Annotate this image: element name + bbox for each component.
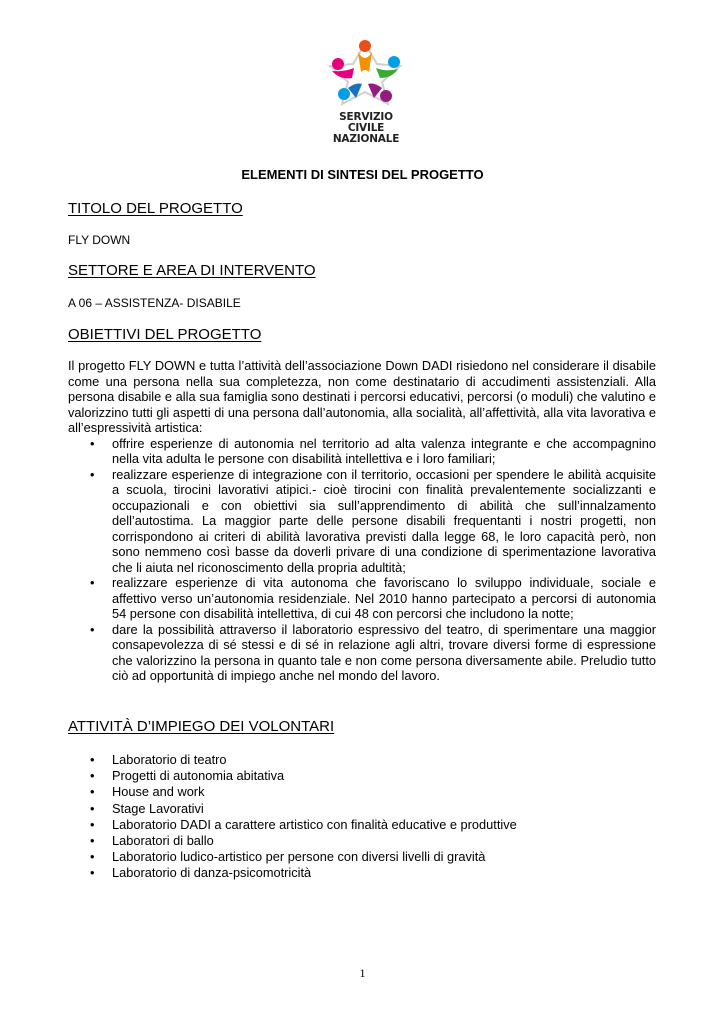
heading-settore: SETTORE E AREA DI INTERVENTO [68, 262, 316, 279]
list-item: • Stage Lavorativi [68, 801, 656, 817]
obiettivi-list [68, 436, 656, 684]
list-item: • Laboratorio di danza-psicomotricità [68, 865, 656, 881]
obiettivi-intro: Il progetto FLY DOWN e tutta l’attività dell’associazione Down DADI risiedono nel considerare il disabile come una persona nella sua completezza, non come destinatario di accudimenti assistenziali. Alla persona disabile e alla sua famiglia sono destinati i percorsi educativi, percorsi (o moduli) che valutino e valorizzino tutti gli aspetti di una persona dall’autonomia, alla socialità, all’affettività, alla vita lavorativa e all’espressività artistica: [68, 358, 656, 435]
list-item: • House and work [68, 784, 656, 800]
heading-obiettivi: OBIETTIVI DEL PROGETTO [68, 326, 262, 343]
logo-text-line2: NAZIONALE [332, 133, 400, 145]
obiettivi-body [68, 358, 656, 684]
page-number: 1 [359, 966, 366, 980]
list-item: • Progetti di autonomia abitativa [68, 768, 656, 784]
servizio-civile-star-logo-icon [322, 38, 408, 108]
list-item: • Laboratorio di teatro [68, 752, 656, 768]
attivita-list [68, 752, 656, 882]
logo [320, 38, 412, 145]
document-title: ELEMENTI DI SINTESI DEL PROGETTO [241, 167, 484, 182]
logo-text-line1: SERVIZIO CIVILE [339, 111, 393, 134]
list-item: • Laboratori di ballo [68, 833, 656, 849]
heading-attivita: ATTIVITÀ D’IMPIEGO DEI VOLONTARI [68, 718, 335, 735]
list-item: • realizzare esperienze di vita autonoma che favoriscano lo sviluppo individuale, sociale e affettivo verso un’autonomia residenziale. Nel 2010 hanno partecipato a percorsi di autonomia 54 persone con disabilità intellettiva, di cui 48 con percorsi che includono la notte; [68, 575, 656, 622]
list-item: • Laboratorio DADI a carattere artistico con finalità educative e produttive [68, 817, 656, 833]
list-item: • Laboratorio ludico-artistico per persone con diversi livelli di gravità [68, 849, 656, 865]
list-item: • realizzare esperienze di integrazione con il territorio, occasioni per spendere le abilità acquisite a scuola, tirocini lavorativi atipici.- cioè tirocini con finalità prevalentemente socializzanti e occupazionali e con obiettivi sia sull’apprendimento di abilità che sull’innalzamento dell’autostima. La maggior parte delle persone disabili frequentanti i nostri progetti, non corrispondono ai criteri di abilità lavorativa previsti dalla legge 68, le loro capacità però, non sono nemmeno così basse da doverli privare di una condizione di sperimentazione lavorativa che li aiuta nel riconoscimento della propria adultità; [68, 467, 656, 576]
list-item: • offrire esperienze di autonomia nel territorio ad alta valenza integrante e che accompagnino nella vita adulta le persone con disabilità intellettiva e i loro familiari; [68, 436, 656, 467]
settore-value: A 06 – ASSISTENZA- DISABILE [68, 296, 241, 310]
titolo-value: FLY DOWN [68, 233, 131, 247]
heading-titolo: TITOLO DEL PROGETTO [68, 200, 243, 217]
list-item: • dare la possibilità attraverso il laboratorio espressivo del teatro, di sperimentare una maggior consapevolezza di sé stessi e di sé in relazione agli altri, trovare diversi forme di espressione che valorizzino la persona in quanto tale e non come persona diversamente abile. Preludio tutto ciò ad opportunità di impiego anche nel mondo del lavoro. [68, 622, 656, 684]
